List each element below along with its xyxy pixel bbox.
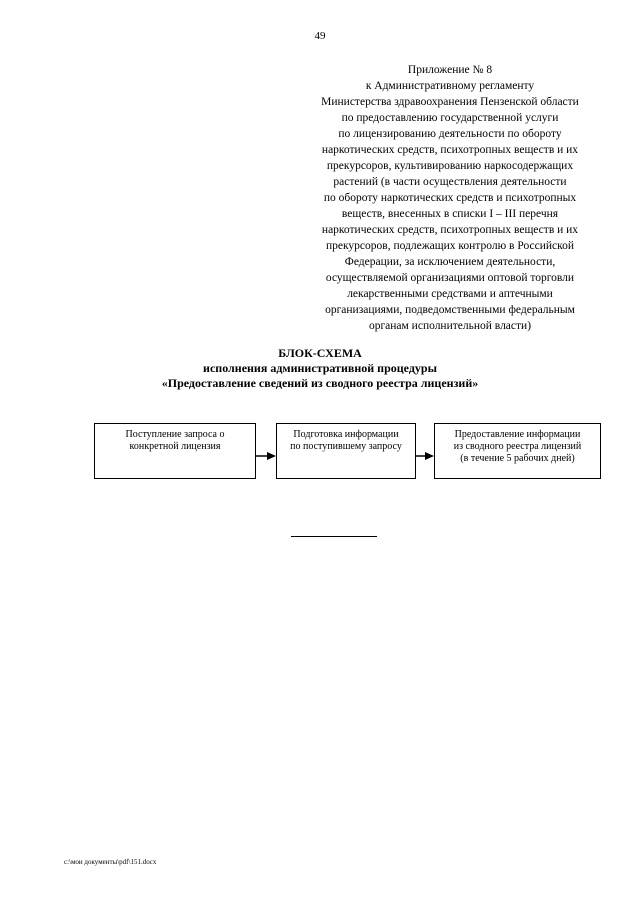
page-number: 49: [314, 30, 326, 42]
appendix-line: органам исполнительной власти): [368, 320, 532, 332]
flow-step-prepare-info: [276, 423, 416, 479]
flow-arrow: [416, 451, 434, 461]
flow-step-provide-info: [434, 423, 601, 479]
appendix-line: к Административному регламенту: [365, 80, 535, 92]
appendix-line: лекарственными средствами и аптечными: [347, 288, 553, 300]
appendix-line: наркотических средств, психотропных веществ и их: [321, 144, 579, 156]
appendix-line: по лицензированию деятельности по обороту: [338, 128, 562, 140]
scheme-title: БЛОК-СХЕМА: [278, 346, 362, 360]
step-text: (в течение 5 рабочих дней): [460, 453, 575, 464]
appendix-line: веществ, внесенных в списки I – III перечня: [341, 208, 559, 220]
step-text: конкретной лицензия: [129, 441, 221, 452]
appendix-line: Федерации, за исключением деятельности,: [344, 256, 556, 268]
appendix-line: по предоставлению государственной услуги: [341, 112, 559, 124]
appendix-line: Приложение № 8: [407, 64, 493, 76]
step-text: Предоставление информации: [454, 429, 581, 440]
appendix-line: прекурсоров, культивированию наркосодержащих: [326, 160, 574, 172]
end-divider: [291, 536, 377, 537]
appendix-line: осуществляемой организациями оптовой торговли: [325, 272, 575, 284]
appendix-header: [300, 62, 600, 334]
step-text: по поступившему запросу: [290, 441, 402, 452]
appendix-line: прекурсоров, подлежащих контролю в Российской: [325, 240, 575, 252]
scheme-title-block: [0, 346, 640, 391]
appendix-line: организациями, подведомственными федеральным: [325, 304, 575, 316]
scheme-subtitle: исполнения административной процедуры: [203, 361, 437, 375]
appendix-line: Министерства здравоохранения Пензенской области: [321, 96, 579, 108]
step-text: Поступление запроса о: [125, 429, 225, 440]
appendix-line: по обороту наркотических средств и психотропных: [323, 192, 577, 204]
flow-step-request-received: [94, 423, 256, 479]
step-text: Подготовка информации: [293, 429, 399, 440]
appendix-line: растений (в части осуществления деятельности: [333, 176, 567, 188]
procedure-name: «Предоставление сведений из сводного реестра лицензий»: [161, 376, 479, 390]
flow-arrow: [256, 451, 276, 461]
appendix-line: наркотических средств, психотропных веществ и их: [321, 224, 579, 236]
step-text: из сводного реестра лицензий: [453, 441, 582, 452]
footer-file-path: c:\мои документы\pdf\151.docx: [64, 858, 157, 866]
